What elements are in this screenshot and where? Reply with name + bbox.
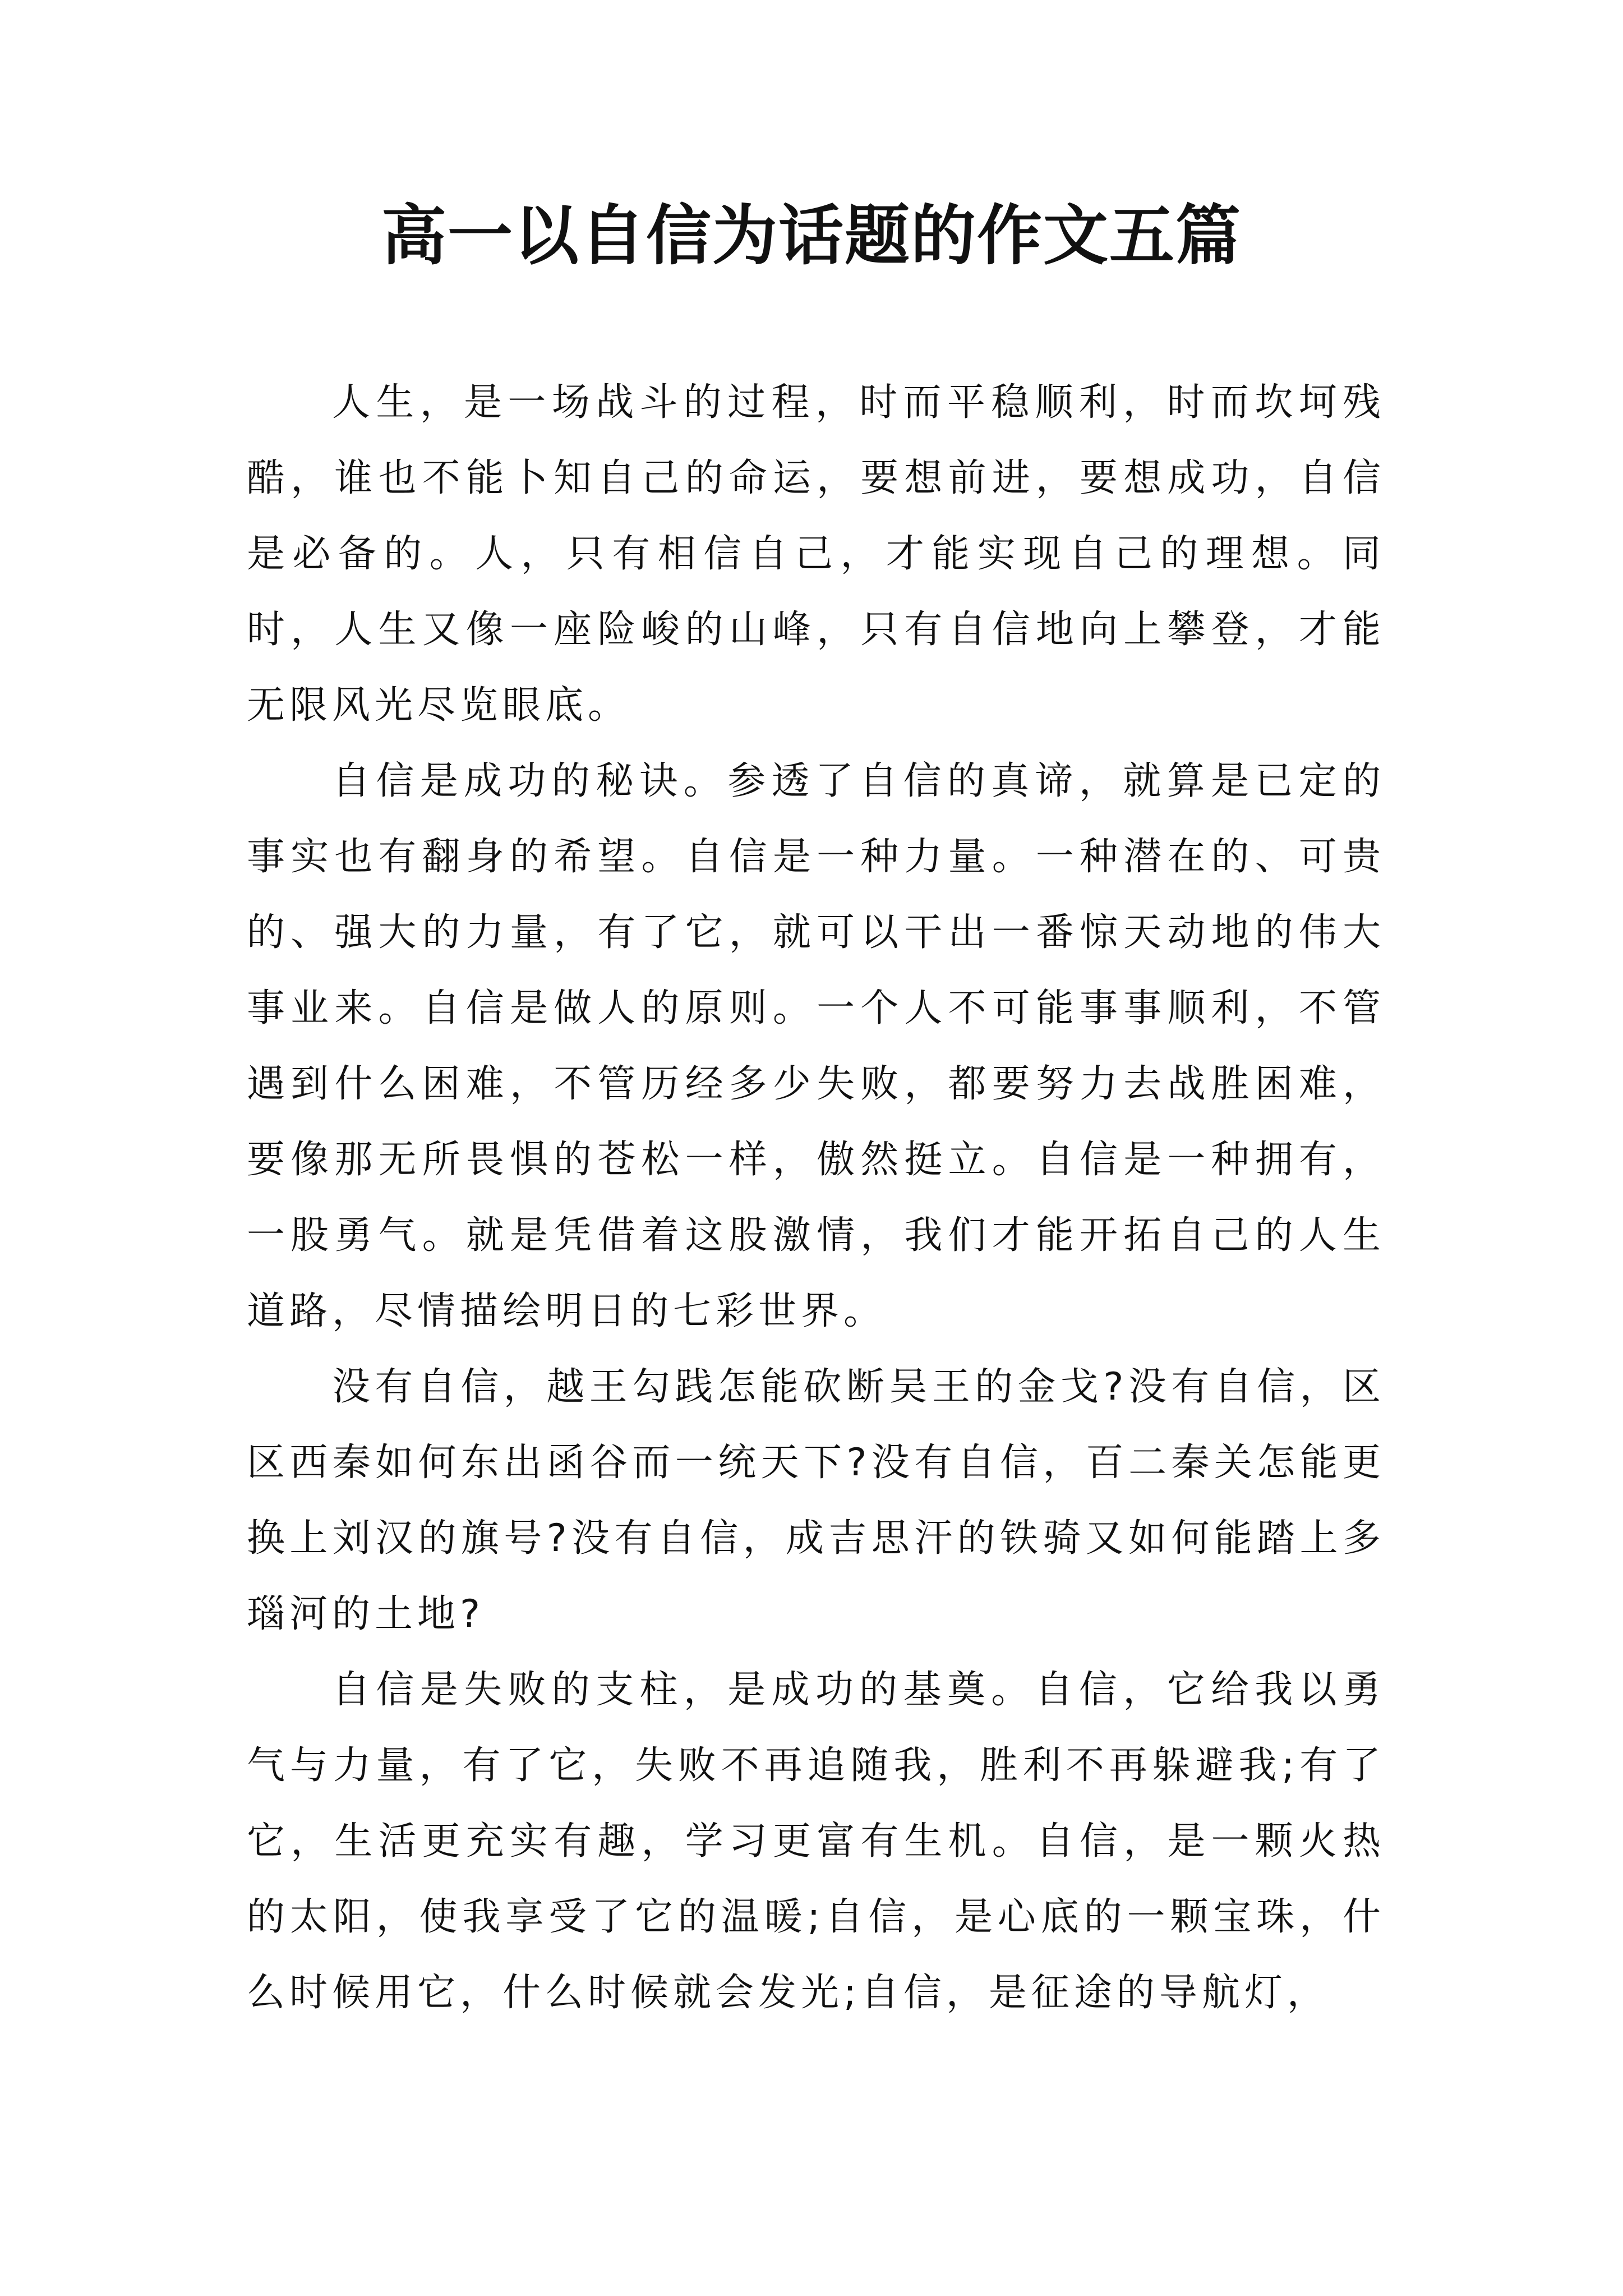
- paragraph-4: 自信是失败的支柱，是成功的基奠。自信，它给我以勇气与力量，有了它，失败不再追随我，胜利不再躲避我;有了它，生活更充实有趣，学习更富有生机。自信，是一颗火热的太阳，使我享受了它的温暖;自信，是心底的一颗宝珠，什么时候用它，什么时候就会发光;自信，是征途的导航灯，: [247, 1668, 1385, 2015]
- document-body: [247, 365, 1385, 2031]
- document-title: 高一以自信为话题的作文五篇: [381, 197, 1242, 274]
- paragraph-2: 自信是成功的秘诀。参透了自信的真谛，就算是已定的事实也有翻身的希望。自信是一种力量。一种潜在的、可贵的、强大的力量，有了它，就可以干出一番惊天动地的伟大事业来。自信是做人的原则。一个人不可能事事顺利，不管遇到什么困难，不管历经多少失败，都要努力去战胜困难，要像那无所畏惧的苍松一样，傲然挺立。自信是一种拥有，一股勇气。就是凭借着这股激情，我们才能开拓自己的人生道路，尽情描绘明日的七彩世界。: [247, 759, 1385, 1333]
- paragraph-1: 人生，是一场战斗的过程，时而平稳顺利，时而坎坷残酷，谁也不能卜知自己的命运，要想前进，要想成功，自信是必备的。人，只有相信自己，才能实现自己的理想。同时，人生又像一座险峻的山峰，只有自信地向上攀登，才能无限风光尽览眼底。: [247, 380, 1385, 728]
- paragraph-3: 没有自信，越王勾践怎能砍断吴王的金戈?没有自信，区区西秦如何东出函谷而一统天下?没有自信，百二秦关怎能更换上刘汉的旗号?没有自信，成吉思汗的铁骑又如何能踏上多瑙河的土地?: [247, 1365, 1385, 1636]
